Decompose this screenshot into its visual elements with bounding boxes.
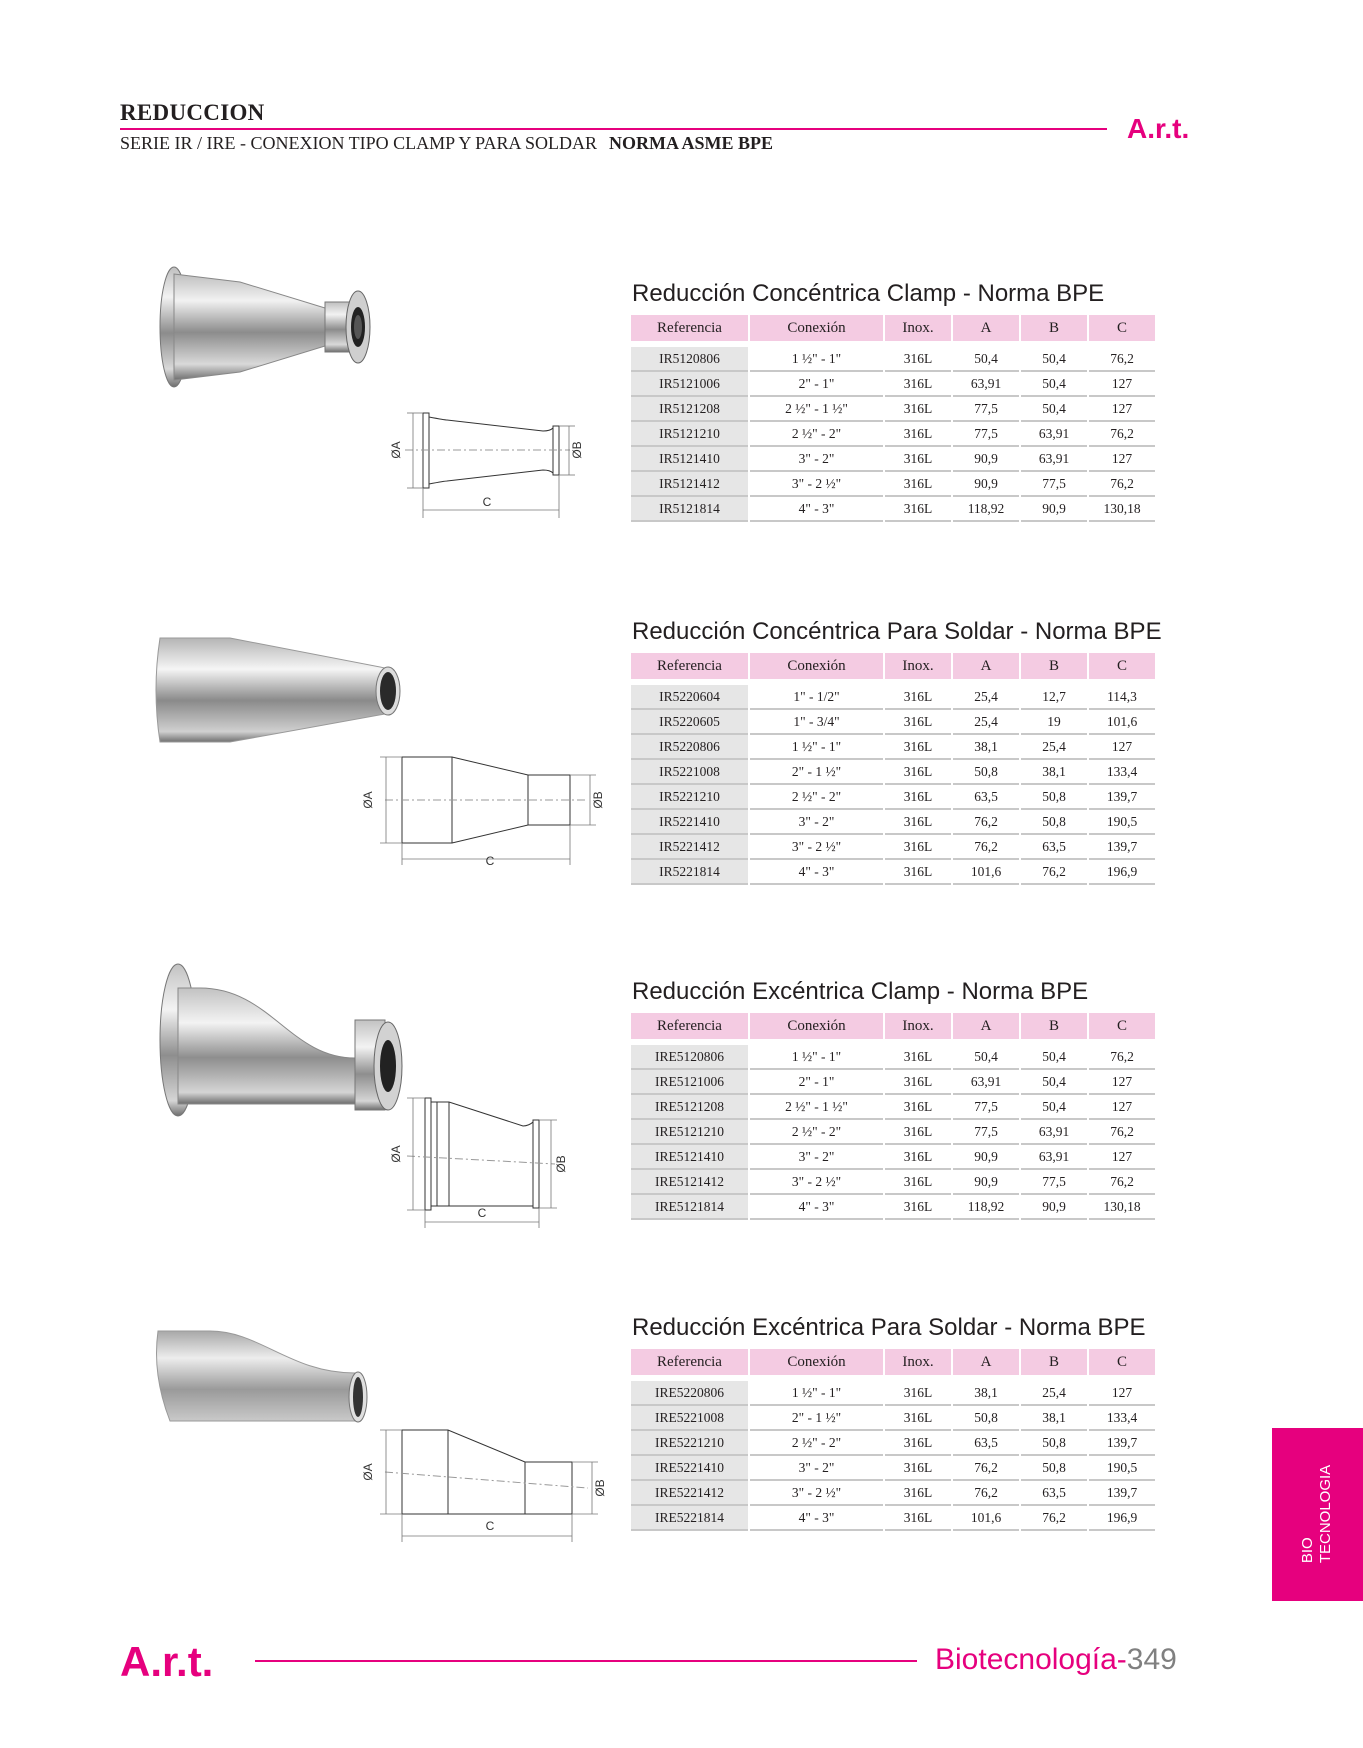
table-cell: 63,91 xyxy=(953,372,1019,397)
table-cell: 316L xyxy=(885,372,951,397)
table-cell: 130,18 xyxy=(1089,1195,1155,1220)
table-cell: 3" - 2" xyxy=(750,447,883,472)
table-cell: 50,4 xyxy=(1021,347,1087,372)
page-number: 349 xyxy=(1126,1643,1177,1676)
table-cell: 316L xyxy=(885,1045,951,1070)
table-cell: 50,8 xyxy=(1021,785,1087,810)
table-cell: 127 xyxy=(1089,1145,1155,1170)
column-header: Conexión xyxy=(750,1349,883,1375)
table-cell: 63,91 xyxy=(1021,447,1087,472)
table-cell: 25,4 xyxy=(1021,735,1087,760)
table-row xyxy=(631,397,1155,422)
technical-drawing-concentric-clamp xyxy=(385,390,585,520)
reference-cell: IR5221008 xyxy=(631,760,748,785)
table-cell: 50,8 xyxy=(1021,1431,1087,1456)
table-cell: 90,9 xyxy=(953,1145,1019,1170)
table-cell: 50,4 xyxy=(1021,1070,1087,1095)
table-cell: 1 ½" - 1" xyxy=(750,1045,883,1070)
column-header: A xyxy=(953,1013,1019,1039)
table-cell: 316L xyxy=(885,447,951,472)
table-cell: 316L xyxy=(885,685,951,710)
reference-cell: IRE5121410 xyxy=(631,1145,748,1170)
logo-text: A.r.t. xyxy=(1127,113,1190,142)
table-cell: 76,2 xyxy=(1089,1045,1155,1070)
table-cell: 316L xyxy=(885,1195,951,1220)
table-cell: 1" - 1/2" xyxy=(750,685,883,710)
technical-drawing-eccentric-clamp xyxy=(385,1090,615,1230)
table-cell: 2" - 1" xyxy=(750,1070,883,1095)
table-cell: 38,1 xyxy=(953,1381,1019,1406)
column-header: A xyxy=(953,315,1019,341)
table-cell: 316L xyxy=(885,710,951,735)
table-cell: 38,1 xyxy=(1021,1406,1087,1431)
table-cell: 90,9 xyxy=(1021,1195,1087,1220)
table-cell: 38,1 xyxy=(1021,760,1087,785)
table-cell: 316L xyxy=(885,472,951,497)
column-header: A xyxy=(953,1349,1019,1375)
table-cell: 114,3 xyxy=(1089,685,1155,710)
table-cell: 4" - 3" xyxy=(750,1195,883,1220)
table-cell: 2 ½" - 2" xyxy=(750,422,883,447)
table-cell: 76,2 xyxy=(1089,422,1155,447)
column-header: Inox. xyxy=(885,653,951,679)
column-header: Referencia xyxy=(631,653,748,679)
column-header: B xyxy=(1021,1349,1087,1375)
table-cell: 76,2 xyxy=(1089,472,1155,497)
reference-cell: IR5121006 xyxy=(631,372,748,397)
dim-c-label: C xyxy=(485,1519,495,1533)
table-cell: 90,9 xyxy=(1021,497,1087,522)
spec-table-eccentric-weld xyxy=(629,1349,1157,1531)
table-cell: 316L xyxy=(885,1170,951,1195)
table-cell: 90,9 xyxy=(953,447,1019,472)
table-cell: 63,5 xyxy=(953,785,1019,810)
reference-cell: IR5221210 xyxy=(631,785,748,810)
table-cell: 316L xyxy=(885,1506,951,1531)
table-row xyxy=(631,1406,1155,1431)
table-cell: 2 ½" - 2" xyxy=(750,785,883,810)
table-cell: 2 ½" - 2" xyxy=(750,1120,883,1145)
table-row xyxy=(631,1506,1155,1531)
logo-text: A.r.t. xyxy=(120,1638,214,1682)
column-header: Conexión xyxy=(750,315,883,341)
table-cell: 139,7 xyxy=(1089,1481,1155,1506)
table-cell: 77,5 xyxy=(953,1120,1019,1145)
table-row xyxy=(631,372,1155,397)
table-cell: 25,4 xyxy=(1021,1381,1087,1406)
table-cell: 127 xyxy=(1089,397,1155,422)
footer-category: Biotecnología- xyxy=(935,1643,1127,1676)
dim-a-label: ØA xyxy=(361,1463,375,1481)
table-row xyxy=(631,685,1155,710)
table-cell: 196,9 xyxy=(1089,860,1155,885)
column-header: Inox. xyxy=(885,1013,951,1039)
table-cell: 76,2 xyxy=(1021,1506,1087,1531)
column-header: B xyxy=(1021,653,1087,679)
dim-b-label: ØB xyxy=(593,1479,607,1497)
reference-cell: IRE5121814 xyxy=(631,1195,748,1220)
column-header: Inox. xyxy=(885,1349,951,1375)
table-row xyxy=(631,1170,1155,1195)
table-cell: 316L xyxy=(885,860,951,885)
table-cell: 101,6 xyxy=(953,1506,1019,1531)
table-cell: 190,5 xyxy=(1089,810,1155,835)
product-photo-eccentric-clamp xyxy=(150,958,410,1128)
table-cell: 50,4 xyxy=(1021,1045,1087,1070)
table-cell: 77,5 xyxy=(1021,1170,1087,1195)
subtitle-text: SERIE IR / IRE - CONEXION TIPO CLAMP Y PARA SOLDAR xyxy=(120,133,598,153)
table-cell: 76,2 xyxy=(953,835,1019,860)
table-cell: 76,2 xyxy=(953,1481,1019,1506)
table-cell: 50,8 xyxy=(953,760,1019,785)
table-cell: 316L xyxy=(885,1070,951,1095)
table-cell: 316L xyxy=(885,497,951,522)
dim-a-label: ØA xyxy=(361,791,375,809)
table-cell: 3" - 2 ½" xyxy=(750,835,883,860)
table-cell: 50,4 xyxy=(1021,1095,1087,1120)
reference-cell: IR5121208 xyxy=(631,397,748,422)
reference-cell: IRE5121208 xyxy=(631,1095,748,1120)
table-cell: 63,91 xyxy=(1021,422,1087,447)
table-cell: 4" - 3" xyxy=(750,1506,883,1531)
table-cell: 139,7 xyxy=(1089,1431,1155,1456)
table-row xyxy=(631,785,1155,810)
reference-cell: IR5220604 xyxy=(631,685,748,710)
header-rule xyxy=(120,128,1107,130)
table-cell: 1 ½" - 1" xyxy=(750,1381,883,1406)
column-header: C xyxy=(1089,1349,1155,1375)
table-cell: 38,1 xyxy=(953,735,1019,760)
table-cell: 101,6 xyxy=(1089,710,1155,735)
reference-cell: IR5121814 xyxy=(631,497,748,522)
table-cell: 316L xyxy=(885,1481,951,1506)
column-header: C xyxy=(1089,653,1155,679)
art-logo-icon xyxy=(1127,112,1201,142)
table-cell: 4" - 3" xyxy=(750,860,883,885)
technical-drawing-eccentric-weld xyxy=(360,1418,610,1546)
reference-cell: IRE5221814 xyxy=(631,1506,748,1531)
table-cell: 2 ½" - 2" xyxy=(750,1431,883,1456)
table-cell: 118,92 xyxy=(953,497,1019,522)
table-cell: 133,4 xyxy=(1089,760,1155,785)
table-cell: 1 ½" - 1" xyxy=(750,735,883,760)
table-cell: 25,4 xyxy=(953,685,1019,710)
section-title-eccentric-clamp: Reducción Excéntrica Clamp - Norma BPE xyxy=(632,978,1089,1005)
dim-b-label: ØB xyxy=(591,791,605,809)
table-row xyxy=(631,1481,1155,1506)
table-cell: 316L xyxy=(885,397,951,422)
product-photo-eccentric-weld xyxy=(150,1325,380,1425)
table-row xyxy=(631,422,1155,447)
reference-cell: IR5221814 xyxy=(631,860,748,885)
table-cell: 316L xyxy=(885,1381,951,1406)
spec-table-concentric-weld xyxy=(629,653,1157,885)
category-side-tab xyxy=(1272,1428,1363,1601)
column-header: Inox. xyxy=(885,315,951,341)
table-cell: 77,5 xyxy=(953,1095,1019,1120)
table-cell: 316L xyxy=(885,1406,951,1431)
product-photo-concentric-weld xyxy=(150,630,410,750)
side-tab-label xyxy=(1299,1465,1335,1563)
table-cell: 316L xyxy=(885,735,951,760)
table-cell: 50,8 xyxy=(953,1406,1019,1431)
table-cell: 3" - 2" xyxy=(750,1456,883,1481)
table-row xyxy=(631,860,1155,885)
table-cell: 133,4 xyxy=(1089,1406,1155,1431)
column-header: Referencia xyxy=(631,315,748,341)
side-tab-line2: TECNOLOGIA xyxy=(1317,1464,1334,1564)
table-row xyxy=(631,760,1155,785)
footer-section-label xyxy=(935,1643,1177,1677)
table-row xyxy=(631,1145,1155,1170)
table-cell: 76,2 xyxy=(953,1456,1019,1481)
table-cell: 63,5 xyxy=(1021,835,1087,860)
table-cell: 127 xyxy=(1089,1095,1155,1120)
table-cell: 127 xyxy=(1089,1381,1155,1406)
table-cell: 50,8 xyxy=(1021,1456,1087,1481)
technical-drawing-concentric-weld xyxy=(360,745,610,870)
table-cell: 316L xyxy=(885,1456,951,1481)
table-cell: 127 xyxy=(1089,735,1155,760)
reference-cell: IR5121210 xyxy=(631,422,748,447)
table-cell: 50,4 xyxy=(953,1045,1019,1070)
side-tab-line1: BIO xyxy=(1299,1537,1316,1564)
footer-rule xyxy=(255,1660,917,1662)
reference-cell: IRE5120806 xyxy=(631,1045,748,1070)
table-cell: 316L xyxy=(885,1431,951,1456)
subtitle-norm: NORMA ASME BPE xyxy=(609,133,774,153)
section-title-eccentric-weld: Reducción Excéntrica Para Soldar - Norma BPE xyxy=(632,1314,1146,1341)
table-cell: 2" - 1 ½" xyxy=(750,760,883,785)
table-row xyxy=(631,497,1155,522)
dim-b-label: ØB xyxy=(554,1155,568,1173)
table-row xyxy=(631,710,1155,735)
table-cell: 77,5 xyxy=(953,422,1019,447)
table-cell: 2" - 1 ½" xyxy=(750,1406,883,1431)
table-cell: 139,7 xyxy=(1089,785,1155,810)
table-cell: 316L xyxy=(885,1120,951,1145)
art-logo-icon xyxy=(120,1638,240,1682)
table-cell: 196,9 xyxy=(1089,1506,1155,1531)
table-cell: 316L xyxy=(885,1095,951,1120)
dim-c-label: C xyxy=(485,854,495,868)
table-cell: 63,91 xyxy=(1021,1145,1087,1170)
table-cell: 50,8 xyxy=(1021,810,1087,835)
table-cell: 3" - 2 ½" xyxy=(750,1170,883,1195)
table-cell: 90,9 xyxy=(953,472,1019,497)
reference-cell: IRE5221210 xyxy=(631,1431,748,1456)
table-cell: 50,4 xyxy=(1021,397,1087,422)
table-row xyxy=(631,1070,1155,1095)
dim-a-label: ØA xyxy=(389,441,403,459)
table-row xyxy=(631,735,1155,760)
column-header: Conexión xyxy=(750,653,883,679)
dim-c-label: C xyxy=(477,1206,487,1220)
table-cell: 77,5 xyxy=(1021,472,1087,497)
table-cell: 90,9 xyxy=(953,1170,1019,1195)
table-row xyxy=(631,1095,1155,1120)
table-cell: 25,4 xyxy=(953,710,1019,735)
spec-table-eccentric-clamp xyxy=(629,1013,1157,1220)
table-cell: 3" - 2 ½" xyxy=(750,1481,883,1506)
table-row xyxy=(631,835,1155,860)
reference-cell: IR5121412 xyxy=(631,472,748,497)
table-cell: 3" - 2" xyxy=(750,810,883,835)
reference-cell: IR5221412 xyxy=(631,835,748,860)
table-cell: 127 xyxy=(1089,1070,1155,1095)
table-cell: 76,2 xyxy=(1089,1170,1155,1195)
table-cell: 4" - 3" xyxy=(750,497,883,522)
table-row xyxy=(631,1195,1155,1220)
reference-cell: IR5120806 xyxy=(631,347,748,372)
table-row xyxy=(631,1431,1155,1456)
reference-cell: IR5220605 xyxy=(631,710,748,735)
table-row xyxy=(631,347,1155,372)
table-cell: 76,2 xyxy=(1089,347,1155,372)
table-cell: 190,5 xyxy=(1089,1456,1155,1481)
table-cell: 19 xyxy=(1021,710,1087,735)
table-cell: 316L xyxy=(885,785,951,810)
table-cell: 127 xyxy=(1089,447,1155,472)
dim-a-label: ØA xyxy=(389,1145,403,1163)
column-header: Conexión xyxy=(750,1013,883,1039)
table-cell: 316L xyxy=(885,810,951,835)
table-row xyxy=(631,1381,1155,1406)
table-cell: 63,91 xyxy=(1021,1120,1087,1145)
reference-cell: IRE5121006 xyxy=(631,1070,748,1095)
column-header: C xyxy=(1089,1013,1155,1039)
table-cell: 76,2 xyxy=(953,810,1019,835)
section-title-concentric-clamp: Reducción Concéntrica Clamp - Norma BPE xyxy=(632,280,1105,307)
table-cell: 118,92 xyxy=(953,1195,1019,1220)
table-cell: 130,18 xyxy=(1089,497,1155,522)
column-header: B xyxy=(1021,1013,1087,1039)
column-header: B xyxy=(1021,315,1087,341)
table-cell: 3" - 2 ½" xyxy=(750,472,883,497)
table-cell: 316L xyxy=(885,835,951,860)
column-header: A xyxy=(953,653,1019,679)
table-cell: 139,7 xyxy=(1089,835,1155,860)
table-row xyxy=(631,1120,1155,1145)
table-row xyxy=(631,447,1155,472)
table-cell: 316L xyxy=(885,1145,951,1170)
table-cell: 76,2 xyxy=(1089,1120,1155,1145)
table-cell: 77,5 xyxy=(953,397,1019,422)
reference-cell: IR5121410 xyxy=(631,447,748,472)
table-cell: 316L xyxy=(885,760,951,785)
table-cell: 1 ½" - 1" xyxy=(750,347,883,372)
table-cell: 76,2 xyxy=(1021,860,1087,885)
reference-cell: IRE5221412 xyxy=(631,1481,748,1506)
table-cell: 1" - 3/4" xyxy=(750,710,883,735)
table-cell: 2" - 1" xyxy=(750,372,883,397)
table-row xyxy=(631,472,1155,497)
table-cell: 2 ½" - 1 ½" xyxy=(750,1095,883,1120)
table-cell: 50,4 xyxy=(1021,372,1087,397)
table-row xyxy=(631,810,1155,835)
table-cell: 63,5 xyxy=(1021,1481,1087,1506)
table-cell: 316L xyxy=(885,347,951,372)
dim-c-label: C xyxy=(482,495,492,509)
column-header: C xyxy=(1089,315,1155,341)
column-header: Referencia xyxy=(631,1349,748,1375)
reference-cell: IRE5220806 xyxy=(631,1381,748,1406)
table-cell: 12,7 xyxy=(1021,685,1087,710)
reference-cell: IR5221410 xyxy=(631,810,748,835)
section-title-concentric-weld: Reducción Concéntrica Para Soldar - Norma BPE xyxy=(632,618,1162,645)
column-header: Referencia xyxy=(631,1013,748,1039)
table-cell: 63,91 xyxy=(953,1070,1019,1095)
dim-b-label: ØB xyxy=(570,441,584,459)
product-photo-concentric-clamp xyxy=(150,262,410,392)
table-cell: 2 ½" - 1 ½" xyxy=(750,397,883,422)
table-cell: 316L xyxy=(885,422,951,447)
table-row xyxy=(631,1456,1155,1481)
table-row xyxy=(631,1045,1155,1070)
table-cell: 101,6 xyxy=(953,860,1019,885)
page-subtitle xyxy=(120,133,773,154)
table-cell: 127 xyxy=(1089,372,1155,397)
reference-cell: IRE5121412 xyxy=(631,1170,748,1195)
table-cell: 63,5 xyxy=(953,1431,1019,1456)
page-title: REDUCCION xyxy=(120,100,265,125)
reference-cell: IRE5221410 xyxy=(631,1456,748,1481)
table-cell: 3" - 2" xyxy=(750,1145,883,1170)
reference-cell: IRE5121210 xyxy=(631,1120,748,1145)
reference-cell: IRE5221008 xyxy=(631,1406,748,1431)
spec-table-concentric-clamp xyxy=(629,315,1157,522)
reference-cell: IR5220806 xyxy=(631,735,748,760)
table-cell: 50,4 xyxy=(953,347,1019,372)
